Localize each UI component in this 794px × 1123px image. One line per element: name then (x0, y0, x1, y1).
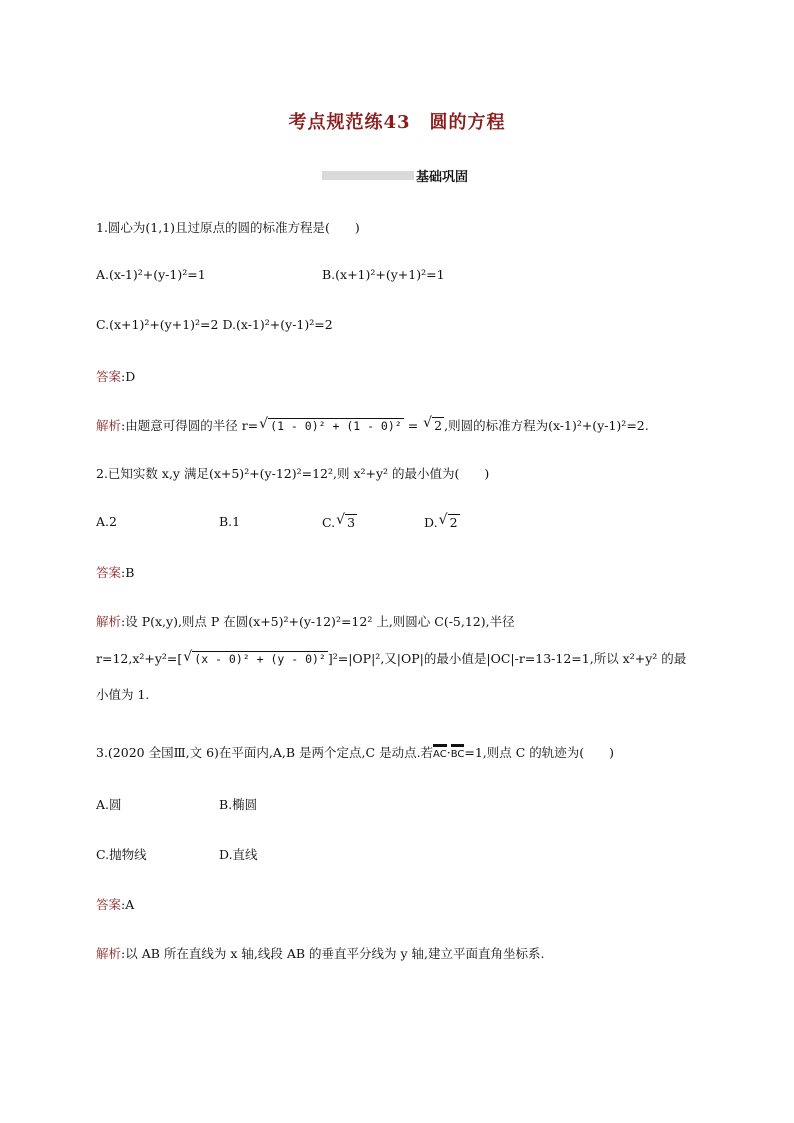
q3-option-a: A.圆 (96, 797, 122, 812)
q2-answer (96, 563, 134, 581)
q1-answer (96, 367, 135, 385)
sqrt-expression (336, 514, 357, 530)
answer-value: :A (121, 897, 135, 912)
sqrt-expression (183, 651, 328, 666)
q2-analysis-line1 (96, 612, 515, 630)
analysis-label: 解析 (96, 614, 122, 629)
analysis-text: :以 AB 所在直线为 x 轴,线段 AB 的垂直平分线为 y 轴,建立平面直角坐标系. (121, 946, 545, 961)
q2-analysis-line3: 小值为 1. (96, 687, 150, 702)
answer-value: :D (121, 369, 136, 384)
q2-stem: 2.已知实数 x,y 满足(x+5)²+(y-12)²=12²,则 x²+y² 的最小值为( ) (96, 466, 490, 481)
q3-answer (96, 895, 134, 913)
radicand: (1 - 0)² + (1 - 0)² (270, 419, 402, 433)
answer-label: 答案 (96, 369, 122, 384)
analysis-text: = (403, 418, 423, 433)
analysis-text: ,则圆的标准方程为(x-1)²+(y-1)²=2. (444, 418, 649, 433)
q1-analysis (96, 416, 649, 434)
analysis-text: :设 P(x,y),则点 P 在圆(x+5)²+(y-12)²=12² 上,则圆心 C(-5,12),半径 (121, 614, 515, 629)
analysis-label: 解析 (96, 418, 122, 433)
answer-label: 答案 (96, 897, 122, 912)
radicand: 2 (434, 418, 443, 433)
analysis-text: :由题意可得圆的半径 r= (121, 418, 259, 433)
dot-operator: · (446, 745, 451, 760)
q3-analysis (96, 944, 544, 962)
q1-stem: 1.圆心为(1,1)且过原点的圆的标准方程是( ) (96, 220, 360, 235)
stem-text: =1,则点 C 的轨迹为( ) (464, 745, 615, 760)
q1-option-cd: C.(x+1)²+(y+1)²=2 D.(x-1)²+(y-1)²=2 (96, 317, 333, 332)
radicand: 3 (347, 515, 356, 530)
section-label: 基础巩固 (416, 170, 469, 185)
vector-bc: BC (451, 746, 465, 760)
section-bar (322, 171, 414, 180)
option-prefix: D. (424, 515, 438, 530)
q2-option-c (322, 514, 357, 530)
q2-option-d (424, 514, 460, 530)
page-title: 考点规范练43 圆的方程 (288, 112, 506, 133)
sqrt-expression (423, 417, 444, 433)
q3-stem (96, 743, 614, 761)
vector-ac: AC (433, 746, 447, 760)
sqrt-expression (259, 418, 404, 433)
q1-option-a: A.(x-1)²+(y-1)²=1 (96, 267, 206, 282)
sqrt-expression (439, 514, 460, 530)
radicand: (x - 0)² + (y - 0)² (194, 652, 326, 666)
q3-option-b: B.椭圆 (219, 797, 258, 812)
q2-analysis-line2 (96, 649, 686, 667)
radicand: 2 (449, 515, 458, 530)
answer-value: :B (121, 565, 135, 580)
analysis-text: r=12,x²+y²=[ (96, 651, 183, 666)
answer-label: 答案 (96, 565, 122, 580)
q3-option-c: C.抛物线 (96, 847, 147, 862)
option-prefix: C. (322, 515, 336, 530)
q2-option-b: B.1 (219, 514, 241, 529)
q1-option-b: B.(x+1)²+(y+1)²=1 (322, 267, 445, 282)
q2-option-a: A.2 (96, 514, 117, 529)
stem-text: 3.(2020 全国Ⅲ,文 6)在平面内,A,B 是两个定点,C 是动点.若 (96, 745, 434, 760)
analysis-text: ]²=|OP|²,又|OP|的最小值是|OC|-r=13-12=1,所以 x²+y² 的最 (327, 651, 687, 666)
analysis-label: 解析 (96, 946, 122, 961)
q3-option-d: D.直线 (219, 847, 258, 862)
